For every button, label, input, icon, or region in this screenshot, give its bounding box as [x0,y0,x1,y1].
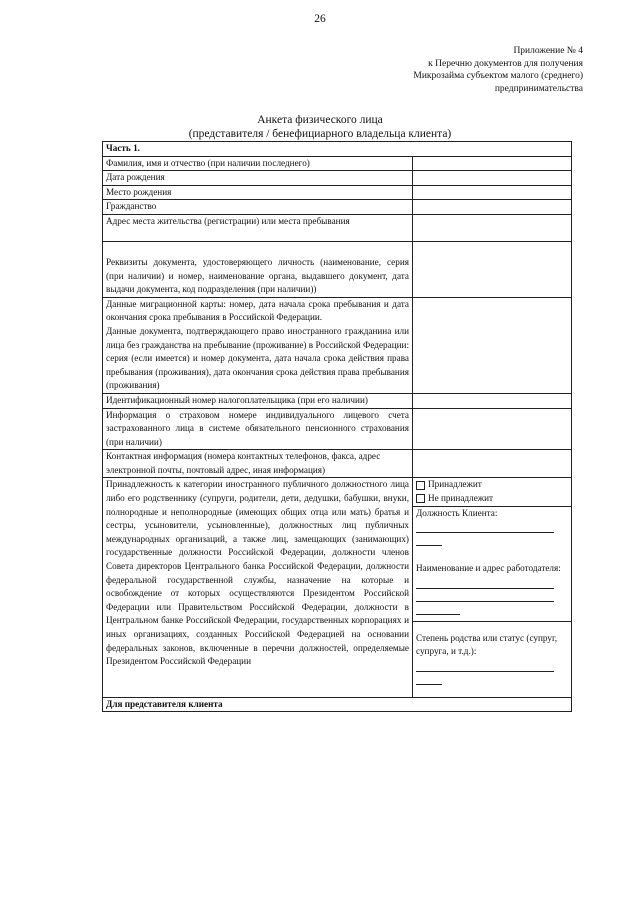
table-row [103,241,572,297]
title-subline: (представителя / бенефициарного владельца клиента) [188,127,452,140]
table-row [103,393,572,408]
option-not-belongs[interactable] [416,492,568,506]
label-dob: Дата рождения [103,171,413,186]
appendix-line: предпринимательства [494,83,583,94]
label-migration [103,297,413,393]
table-row [103,478,572,697]
label-inn: Идентификационный номер налогоплательщика (при его наличии) [103,393,413,408]
id-document-text: Реквизиты документа, удостоверяющего личность (наименование, серия (при наличии) и номер, наименование органа, выдавшего документ, дата выдачи документа, код подразделения (при наличии)) [106,256,409,295]
document-title [0,114,640,141]
appendix-line: Микрозайма субъектом малого (среднего) [413,71,583,82]
value-id-document[interactable] [413,241,572,297]
label-snils: Информация о страховом номере индивидуального лицевого счета застрахованного лица в системе обязательного пенсионного страхования (при наличии) [103,408,413,450]
kinship-line[interactable] [416,659,554,672]
employer-line[interactable] [416,602,460,615]
value-dob[interactable] [413,171,572,186]
label-address: Адрес места жительства (регистрации) или места пребывания [103,214,413,241]
residence-document-text: Данные документа, подтверждающего право иностранного гражданина или лица без гражданства на пребывание (проживание) в Российской Федерации: серия (если имеется) и номер документа, дата начала срока действия права пребывания (проживания), дата окончания срока действия права пребывания (проживания) [106,325,409,391]
label-pep: Принадлежность к категории иностранного публичного должностного лица либо его родственнику (супруги, родители, дети, дедушки, бабушки, внуки, полнородные и неполнородные (имеющих общих отца или мать) братья и сестры, усыновители, усыновленные), должностных лиц публичных международных организаций, а также лиц, замещающих (занимающих) государственные должности Российской Федерации, должности членов Совета директоров Центрального банка Российской Федерации, должности федеральной государственной службы, назначение на которые и освобождение от которых осуществляются Президентом Российской Федерации или Правительством Российской Федерации, должности в Центральном банке Российской Федерации, государственных корпорациях и иных организациях, созданных Российской Федерацией на основании федеральных законов, включенные в перечни должностей, определяемые Президентом Российской Федерации [103,478,413,697]
value-contacts[interactable] [413,450,572,478]
appendix-line: Приложение № 4 [513,46,583,56]
migration-card-text: Данные миграционной карты: номер, дата начала срока пребывания и дата окончания срока пребывания в Российской Федерации. [106,298,409,323]
table-row [103,450,572,478]
table-row [103,156,572,171]
value-fio[interactable] [413,156,572,171]
client-position-label: Должность Клиента: [416,507,498,518]
table-row [103,185,572,200]
option-belongs-label: Принадлежит [428,479,482,490]
spacer [416,546,568,562]
value-address[interactable] [413,214,572,241]
table-row [103,297,572,393]
page-number: 26 [314,13,326,25]
kinship-line[interactable] [416,672,442,685]
pep-answer-cell [413,478,572,697]
table-row [103,697,572,712]
value-birthplace[interactable] [413,185,572,200]
table-row [103,214,572,241]
employer-label: Наименование и адрес работодателя: [416,563,561,574]
client-position-line[interactable] [416,520,554,533]
table-row [103,142,572,157]
label-fio: Фамилия, имя и отчество (при наличии последнего) [103,156,413,171]
table-row [103,171,572,186]
table-row [103,408,572,450]
title-line: Анкета физического лица [257,114,383,126]
appendix-header [413,45,583,95]
part1-header: Часть 1. [103,142,572,157]
checkbox-belongs[interactable] [416,481,425,490]
spacer [416,622,568,632]
value-inn[interactable] [413,393,572,408]
employer-line[interactable] [416,589,554,602]
label-contacts: Контактная информация (номера контактных телефонов, факса, адрес электронной почты, почтовый адрес, иная информация) [103,450,413,478]
employer-line[interactable] [416,576,554,589]
value-snils[interactable] [413,408,572,450]
kinship-label: Степень родства или статус (супруг, супруга, и т.д.): [416,632,558,657]
value-citizenship[interactable] [413,200,572,215]
checkbox-not-belongs[interactable] [416,494,425,503]
label-id-document [103,241,413,297]
questionnaire-table [102,141,572,712]
client-position-line[interactable] [416,533,442,546]
table-row [103,200,572,215]
option-not-belongs-label: Не принадлежит [428,493,494,504]
value-migration[interactable] [413,297,572,393]
label-citizenship: Гражданство [103,200,413,215]
appendix-line: к Перечню документов для получения [428,58,583,69]
representative-header: Для представителя клиента [103,697,572,712]
label-birthplace: Место рождения [103,185,413,200]
option-belongs[interactable] [416,478,568,492]
